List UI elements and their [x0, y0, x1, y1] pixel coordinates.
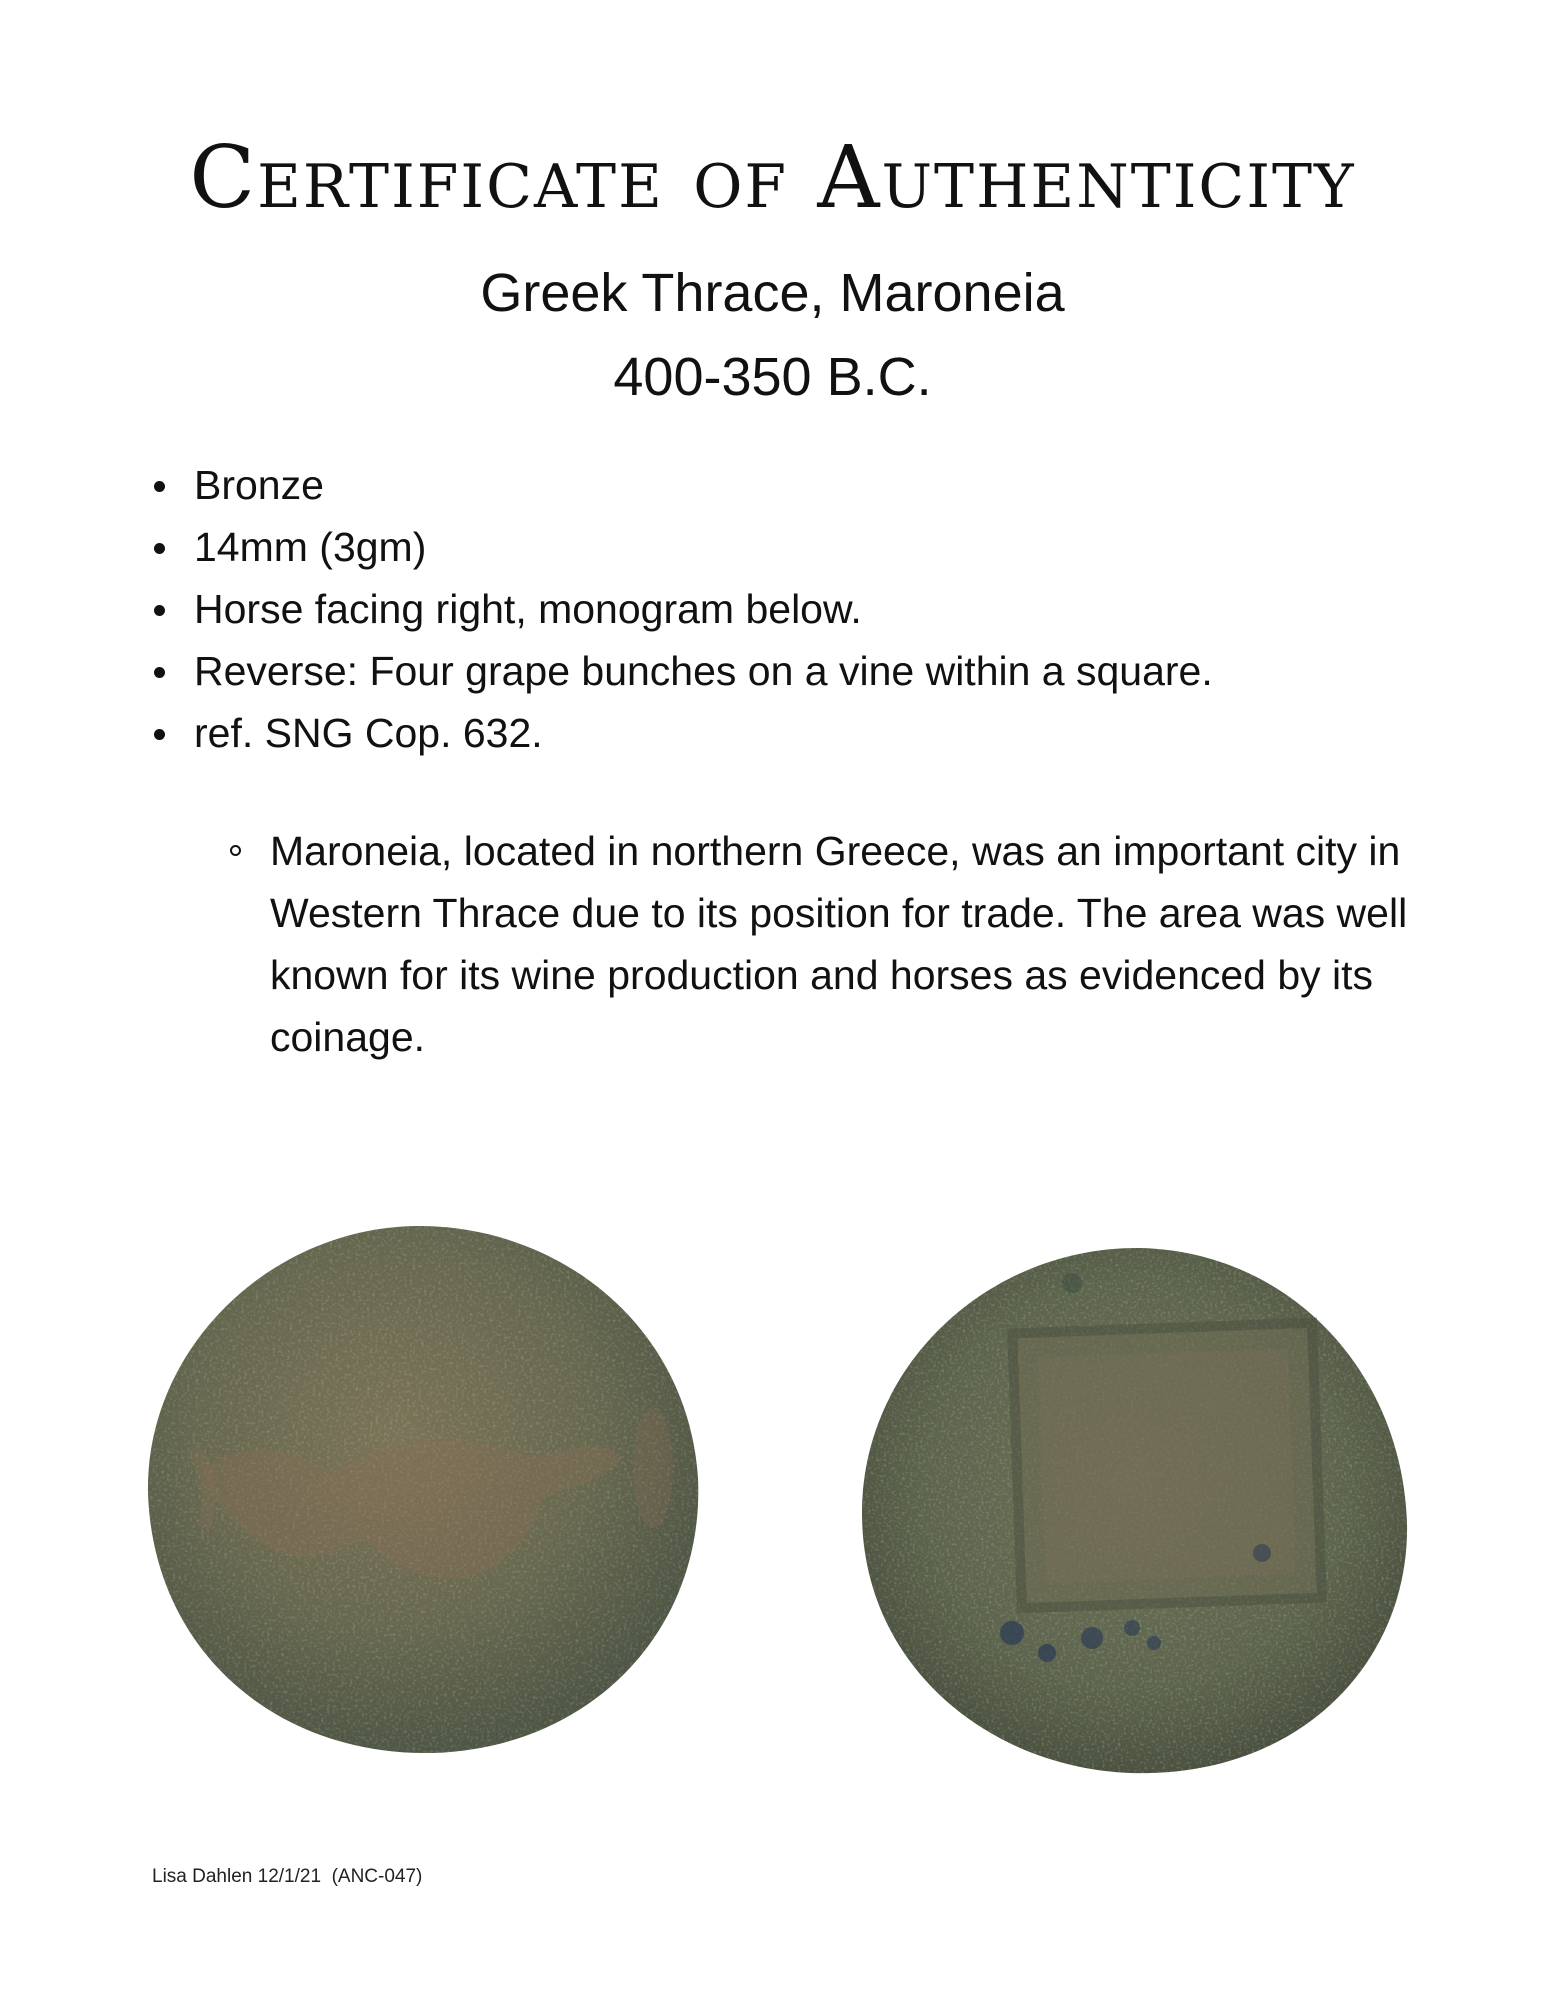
coin-details-list: [154, 454, 1213, 764]
detail-text: Reverse: Four grape bunches on a vine within a square.: [194, 648, 1213, 694]
bullet-icon: [154, 729, 165, 740]
coin-reverse-image: [842, 1233, 1422, 1793]
bullet-icon: [154, 605, 165, 616]
history-note: [230, 820, 1450, 1068]
coin-origin: Greek Thrace, Maroneia: [480, 263, 1065, 323]
coin-obverse-image: [133, 1208, 713, 1768]
history-note-text: Maroneia, located in northern Greece, was an important city in Western Thrace due to its position for trade. The area was well known for its wine production and horses as evidenced by its coinage.: [270, 828, 1408, 1060]
detail-item-material: [154, 454, 1213, 516]
certificate-title: Certificate of Authenticity: [189, 128, 1356, 228]
detail-item-reverse: [154, 640, 1213, 702]
detail-text: 14mm (3gm): [194, 524, 427, 570]
detail-text: Bronze: [194, 462, 324, 508]
coin-reverse-graphic: [842, 1233, 1422, 1793]
bullet-icon: [154, 667, 165, 678]
detail-text: Horse facing right, monogram below.: [194, 586, 862, 632]
detail-text: ref. SNG Cop. 632.: [194, 710, 543, 756]
bullet-icon: [154, 481, 165, 492]
detail-item-size: [154, 516, 1213, 578]
coin-date: 400-350 B.C.: [613, 347, 932, 407]
detail-item-obverse: [154, 578, 1213, 640]
bullet-icon: [154, 543, 165, 554]
hollow-bullet-icon: [230, 845, 241, 856]
footer-signature: Lisa Dahlen 12/1/21 (ANC-047): [152, 1866, 423, 1887]
detail-item-reference: [154, 702, 1213, 764]
coin-obverse-graphic: [133, 1208, 713, 1768]
